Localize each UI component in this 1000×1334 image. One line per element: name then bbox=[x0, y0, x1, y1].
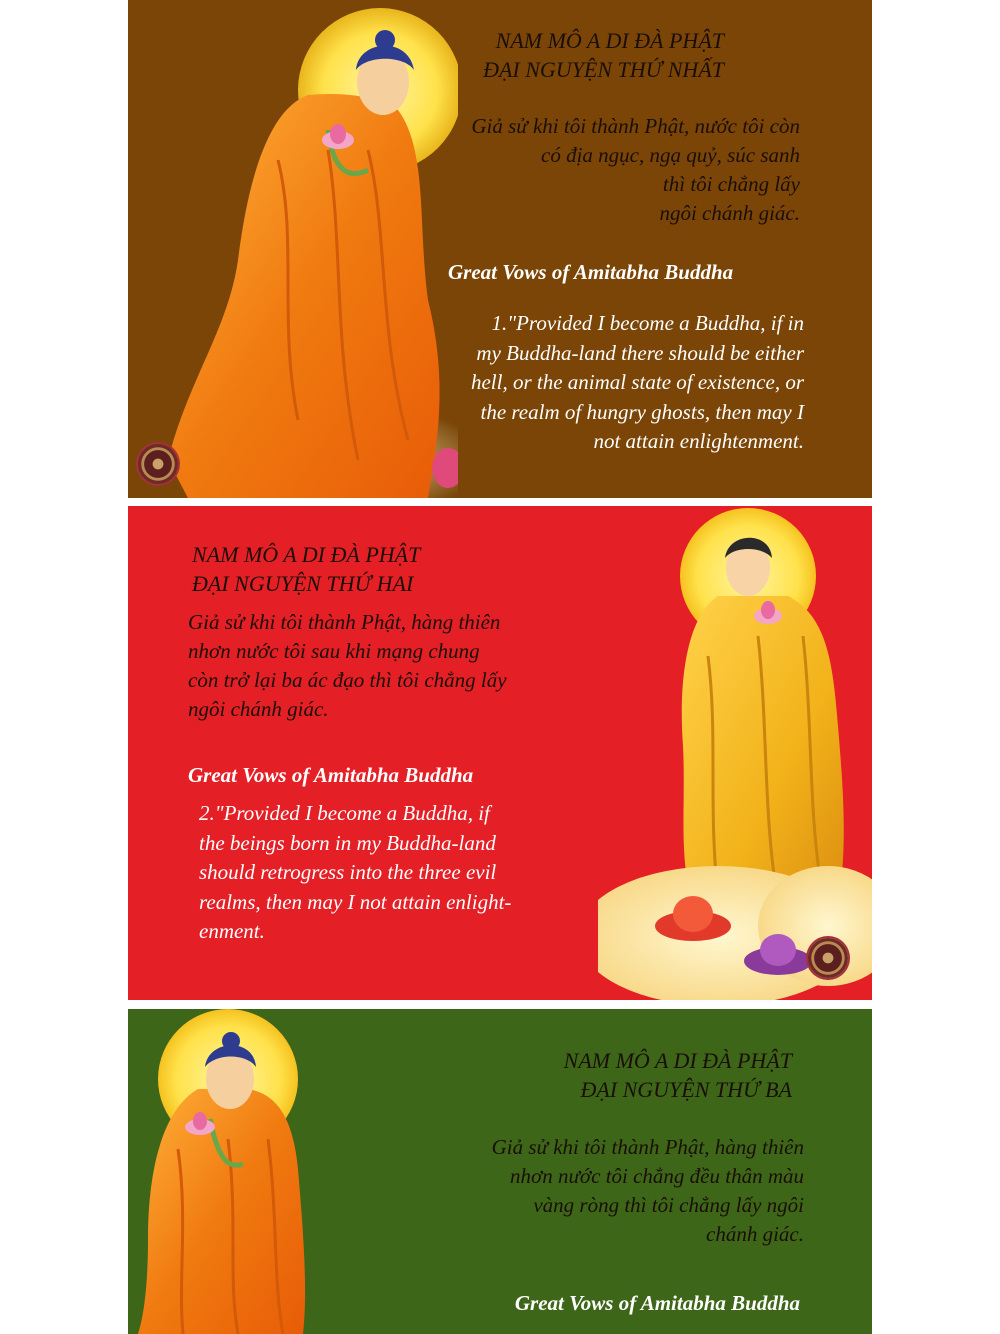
title-line: ĐẠI NGUYỆN THỨ NHẤT bbox=[483, 57, 724, 82]
title-line: NAM MÔ A DI ĐÀ PHẬT bbox=[192, 542, 421, 567]
vn-line: Giả sử khi tôi thành Phật, hàng thiên bbox=[491, 1135, 804, 1159]
en-line: the realm of hungry ghosts, then may I bbox=[480, 399, 804, 424]
vn-line: nhơn nước tôi chẳng đều thân màu bbox=[510, 1164, 804, 1188]
vow-card-1 bbox=[128, 0, 872, 498]
vn-line: Giả sử khi tôi thành Phật, hàng thiên bbox=[188, 610, 501, 634]
card3-heading: Great Vows of Amitabha Buddha bbox=[514, 1291, 800, 1315]
card3-title bbox=[564, 1046, 792, 1104]
vn-line: chánh giác. bbox=[706, 1222, 804, 1246]
title-line: ĐẠI NGUYỆN THỨ BA bbox=[580, 1077, 792, 1102]
vn-line: nhơn nước tôi sau khi mạng chung bbox=[188, 639, 480, 663]
buddha-illustration bbox=[128, 0, 458, 498]
vn-line: thì tôi chẳng lấy bbox=[662, 172, 800, 196]
robe bbox=[168, 94, 440, 498]
card1-vietnamese-text bbox=[471, 112, 800, 228]
temple-seal-icon bbox=[138, 444, 178, 484]
en-line: should retrogress into the three evil bbox=[199, 860, 497, 884]
en-line: 1."Provided I become a Buddha, if in bbox=[491, 311, 804, 335]
title-line: NAM MÔ A DI ĐÀ PHẬT bbox=[563, 1048, 792, 1073]
card2-title bbox=[192, 540, 420, 598]
vn-line: Giả sử khi tôi thành Phật, nước tôi còn bbox=[471, 114, 800, 138]
buddha-illustration bbox=[598, 506, 872, 1000]
vn-line: ngôi chánh giác. bbox=[659, 201, 800, 225]
en-line: the beings born in my Buddha-land bbox=[199, 830, 496, 855]
temple-seal-icon bbox=[808, 938, 848, 978]
title-line: NAM MÔ A DI ĐÀ PHẬT bbox=[495, 28, 724, 53]
vn-line: vàng ròng thì tôi chẳng lấy ngôi bbox=[533, 1193, 804, 1217]
card2-vietnamese-text bbox=[188, 608, 507, 724]
card2-english-text bbox=[199, 799, 511, 947]
robe bbox=[682, 596, 844, 906]
buddha-illustration bbox=[128, 1009, 448, 1334]
vow-card-2 bbox=[128, 506, 872, 1000]
vn-line: có địa ngục, ngạ quỷ, súc sanh bbox=[541, 143, 800, 167]
en-line: enment. bbox=[199, 919, 265, 943]
card1-title bbox=[483, 26, 724, 84]
en-line: my Buddha-land there should be either bbox=[476, 340, 804, 365]
en-line: realms, then may I not attain enlight- bbox=[199, 889, 512, 914]
title-line: ĐẠI NGUYỆN THỨ HAI bbox=[192, 571, 414, 596]
en-line: 2."Provided I become a Buddha, if bbox=[199, 801, 490, 825]
vn-line: ngôi chánh giác. bbox=[188, 697, 329, 721]
en-line: not attain enlightenment. bbox=[593, 429, 804, 453]
vow-card-3 bbox=[128, 1009, 872, 1334]
card3-vietnamese-text bbox=[492, 1133, 804, 1249]
robe bbox=[138, 1089, 305, 1334]
vn-line: còn trở lại ba ác đạo thì tôi chẳng lấy bbox=[188, 668, 507, 692]
card1-english-text bbox=[471, 309, 804, 457]
card2-heading: Great Vows of Amitabha Buddha bbox=[188, 763, 474, 787]
card1-heading: Great Vows of Amitabha Buddha bbox=[448, 260, 734, 284]
en-line: hell, or the animal state of existence, or bbox=[470, 370, 804, 394]
